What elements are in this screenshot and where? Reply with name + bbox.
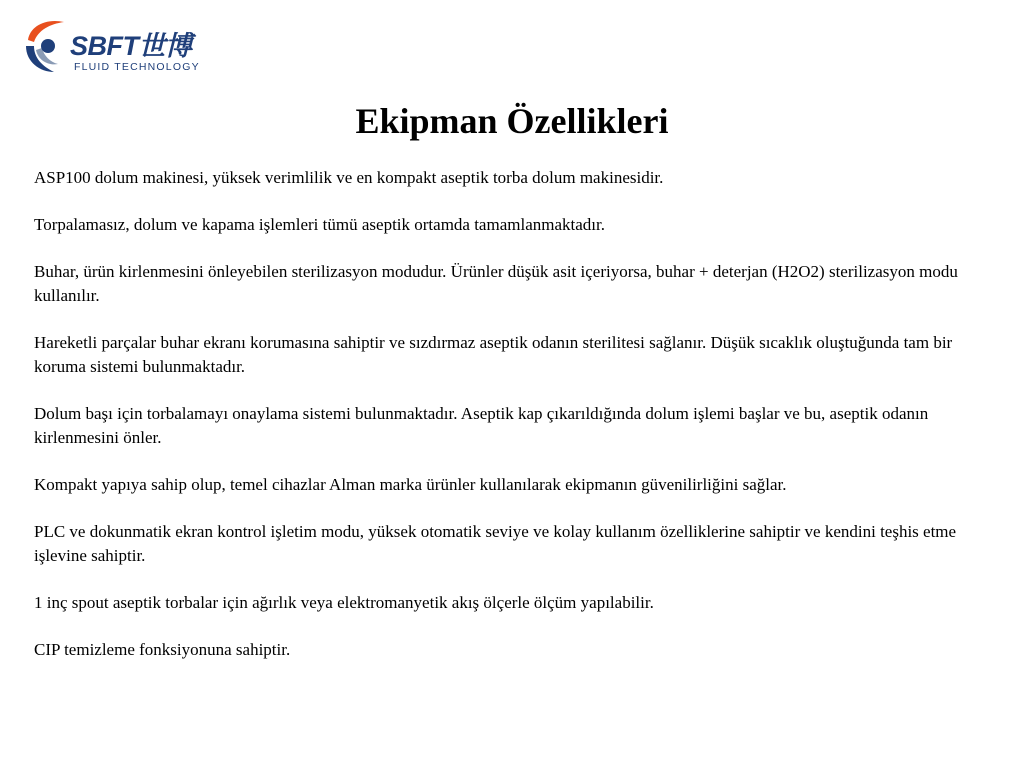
feature-list xyxy=(34,166,994,685)
page-title: Ekipman Özellikleri xyxy=(355,101,669,141)
feature-paragraph: Kompakt yapıya sahip olup, temel cihazlar Alman marka ürünler kullanılarak ekipmanın güvenilirliğini sağlar. xyxy=(34,475,787,494)
feature-paragraph: Hareketli parçalar buhar ekranı korumasına sahiptir ve sızdırmaz aseptik odanın sterilitesi sağlanır. Düşük sıcaklık oluştuğunda tam bir koruma sistemi bulunmaktadır. xyxy=(34,333,953,376)
logo-emblem-icon xyxy=(24,16,70,80)
feature-paragraph: Buhar, ürün kirlenmesini önleyebilen sterilizasyon modudur. Ürünler düşük asit içeriyorsa, buhar + deterjan (H2O2) sterilizasyon modu kullanılır. xyxy=(34,262,958,305)
logo-wordmark: SBFT世博 xyxy=(70,31,192,61)
feature-paragraph: Dolum başı için torbalamayı onaylama sistemi bulunmaktadır. Aseptik kap çıkarıldığında dolum işlemi başlar ve bu, aseptik odanın kirlenmesini önler. xyxy=(34,404,929,447)
feature-paragraph: 1 inç spout aseptik torbalar için ağırlık veya elektromanyetik akış ölçerle ölçüm yapılabilir. xyxy=(34,593,654,612)
logo-tagline: FLUID TECHNOLOGY xyxy=(74,61,200,73)
feature-paragraph: PLC ve dokunmatik ekran kontrol işletim modu, yüksek otomatik seviye ve kolay kullanım özelliklerine sahiptir ve kendini teşhis etme işlevine sahiptir. xyxy=(34,522,957,565)
feature-paragraph: Torpalamasız, dolum ve kapama işlemleri tümü aseptik ortamda tamamlanmaktadır. xyxy=(34,215,605,234)
feature-paragraph: CIP temizleme fonksiyonuna sahiptir. xyxy=(34,640,291,659)
company-logo xyxy=(24,16,224,80)
feature-paragraph: ASP100 dolum makinesi, yüksek verimlilik ve en kompakt aseptik torba dolum makinesidir. xyxy=(34,168,664,187)
